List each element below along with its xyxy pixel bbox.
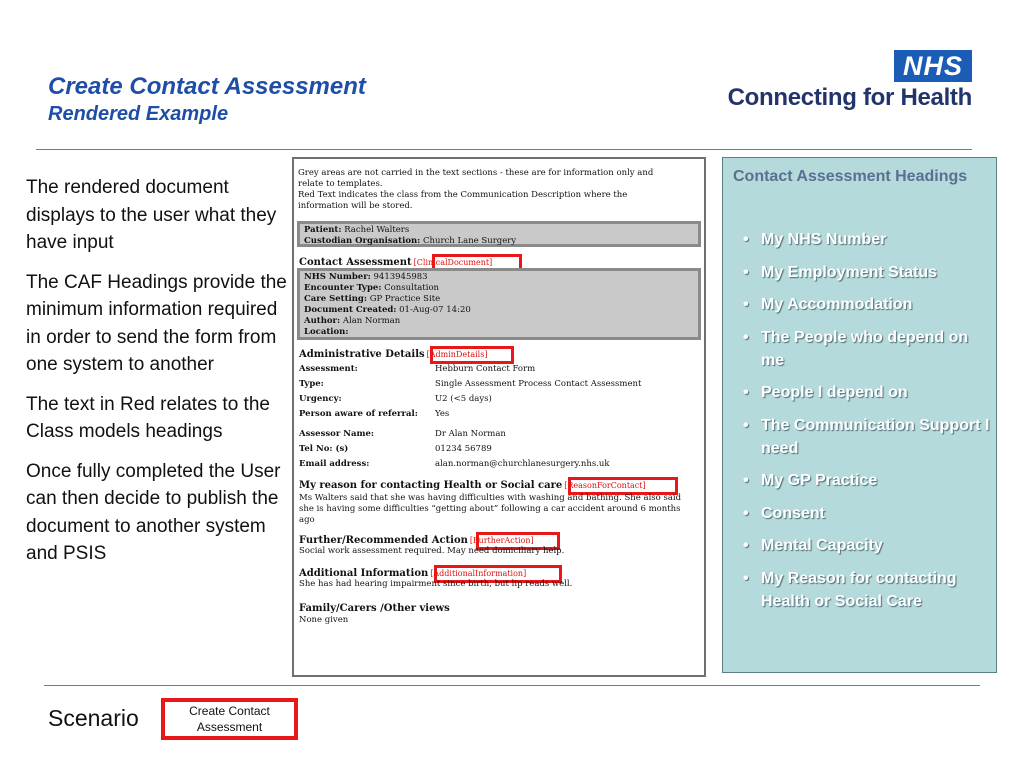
list-item [741, 502, 991, 525]
field-value: alan.norman@churchlanesurgery.nhs.uk [435, 459, 610, 469]
field-value: 9413945983 [373, 272, 428, 282]
bullet-icon: • [743, 328, 749, 346]
heading-label: People I depend on [761, 384, 908, 401]
list-item [741, 567, 991, 613]
class-tag: [AdminDetails] [426, 350, 488, 359]
heading-text: My reason for contacting Health or Social care [299, 480, 563, 491]
panel-title: Contact Assessment Headings [733, 168, 968, 185]
field-value: Church Lane Surgery [423, 236, 517, 246]
list-item [741, 326, 991, 372]
list-item [741, 293, 991, 316]
heading-label: My Reason for contacting Health or Social Care [761, 569, 957, 610]
nhs-logo-tagline: Connecting for Health [727, 84, 972, 111]
description-paragraph: The rendered document displays to the user what they have input [26, 177, 277, 253]
heading-label: My Accommodation [761, 296, 913, 313]
contact-details-box [297, 268, 701, 340]
field-value: Hebburn Contact Form [435, 364, 536, 374]
patient-row [304, 225, 694, 236]
field-value: Single Assessment Process Contact Assessment [435, 379, 642, 389]
detail-row [304, 327, 694, 338]
field-value: GP Practice Site [369, 294, 441, 304]
intro-line: information will be stored. [298, 201, 413, 211]
nhs-logo-box: NHS [894, 50, 972, 82]
field-label: Encounter Type: [304, 283, 382, 293]
document-intro [298, 168, 698, 212]
bullet-icon: • [743, 504, 749, 522]
heading-text: Further/Recommended Action [299, 535, 468, 546]
list-item [741, 261, 991, 284]
bullet-icon: • [743, 537, 749, 554]
heading-text: Additional Information [299, 568, 429, 579]
intro-line: Grey areas are not carried in the text sections - these are for information only and [298, 168, 654, 178]
field-label: Urgency: [299, 394, 342, 404]
class-tag: [AdditionalInformation] [430, 569, 527, 578]
bullet-icon: • [743, 472, 749, 489]
class-tag: [ReasonForContact] [564, 481, 646, 490]
description-paragraph: The text in Red relates to the Class models headings [26, 393, 270, 442]
field-value: Yes [435, 409, 450, 419]
field-label: Patient: [304, 225, 342, 235]
heading-label: My GP Practice [761, 472, 878, 489]
caf-headings-panel [722, 157, 997, 673]
heading-label: My NHS Number [761, 231, 887, 248]
field-label: Author: [304, 316, 341, 326]
bullet-icon: • [743, 384, 749, 401]
family-carers-text: None given [299, 615, 349, 625]
heading-text: Administrative Details [299, 349, 425, 360]
heading-label: Consent [761, 504, 825, 522]
bullet-icon: • [743, 569, 749, 587]
detail-row [304, 316, 694, 327]
patient-box [297, 221, 701, 247]
additional-info-text: She has had hearing impairment since birth, but lip reads well. [299, 579, 573, 589]
heading-text: Contact Assessment [299, 257, 412, 268]
field-value: U2 (<5 days) [435, 394, 492, 404]
heading-label: My Employment Status [761, 263, 938, 281]
field-label: Person aware of referral: [299, 409, 418, 419]
heading-label: The Communication Support I need [761, 416, 990, 457]
class-tag: [ClinicalDocument] [413, 258, 493, 267]
field-value: Rachel Walters [344, 225, 410, 235]
field-label: NHS Number: [304, 272, 371, 282]
list-item [741, 228, 991, 251]
custodian-row [304, 236, 694, 247]
rendered-document [292, 157, 706, 677]
field-label: Tel No: (s) [299, 444, 349, 454]
list-item [741, 381, 991, 404]
create-contact-assessment-button[interactable]: Create Contact Assessment [161, 698, 298, 740]
admin-details-highlight [430, 346, 514, 364]
nhs-logo [706, 50, 972, 116]
list-item [741, 414, 991, 460]
class-tag: [FurtherAction] [469, 536, 534, 545]
field-value: 01-Aug-07 14:20 [399, 305, 471, 315]
field-label: Email address: [299, 459, 370, 469]
bullet-icon: • [743, 263, 749, 281]
bullet-icon: • [743, 296, 749, 313]
field-label: Custodian Organisation: [304, 236, 421, 246]
heading-label: The People who depend on me [761, 328, 969, 369]
heading-text: Family/Carers /Other views [299, 603, 450, 614]
description-paragraph: Once fully completed the User can then decide to publish the document to another system and PSIS [26, 460, 281, 564]
bullet-icon: • [743, 231, 749, 248]
detail-row [304, 272, 694, 283]
detail-row [304, 305, 694, 316]
further-action-text: Social work assessment required. May need domiciliary help. [299, 546, 565, 556]
page-title: Create Contact Assessment [48, 73, 366, 100]
headings-list [741, 228, 991, 622]
field-value: Dr Alan Norman [435, 429, 506, 439]
top-divider [36, 149, 972, 150]
page-subtitle: Rendered Example [48, 103, 229, 125]
title-block [48, 72, 366, 126]
field-label: Location: [304, 327, 349, 337]
field-label: Assessor Name: [299, 429, 375, 439]
bullet-icon: • [743, 416, 749, 434]
list-item [741, 469, 991, 492]
field-label: Type: [299, 379, 324, 389]
field-label: Assessment: [299, 364, 358, 374]
field-value: 01234 56789 [435, 444, 492, 454]
bottom-divider [44, 685, 980, 686]
heading-label: Mental Capacity [761, 537, 883, 554]
reason-text: Ms Walters said that she was having difficulties with washing and bathing. She also said she is having some difficulties “getting about” following a car accident around 6 months ago [299, 493, 682, 525]
description-paragraph: The CAF Headings provide the minimum information required in order to send the form from one system to another [26, 271, 287, 375]
intro-line: Red Text indicates the class from the Communication Description where the [298, 190, 628, 200]
detail-row [304, 294, 694, 305]
intro-line: relate to templates. [298, 179, 383, 189]
field-label: Document Created: [304, 305, 397, 315]
family-carers-heading [299, 603, 450, 614]
list-item [741, 534, 991, 557]
field-value: Consultation [384, 283, 440, 293]
field-label: Care Setting: [304, 294, 368, 304]
field-value: Alan Norman [342, 316, 401, 326]
detail-row [304, 283, 694, 294]
scenario-label: Scenario [48, 705, 139, 731]
left-description [26, 174, 288, 580]
